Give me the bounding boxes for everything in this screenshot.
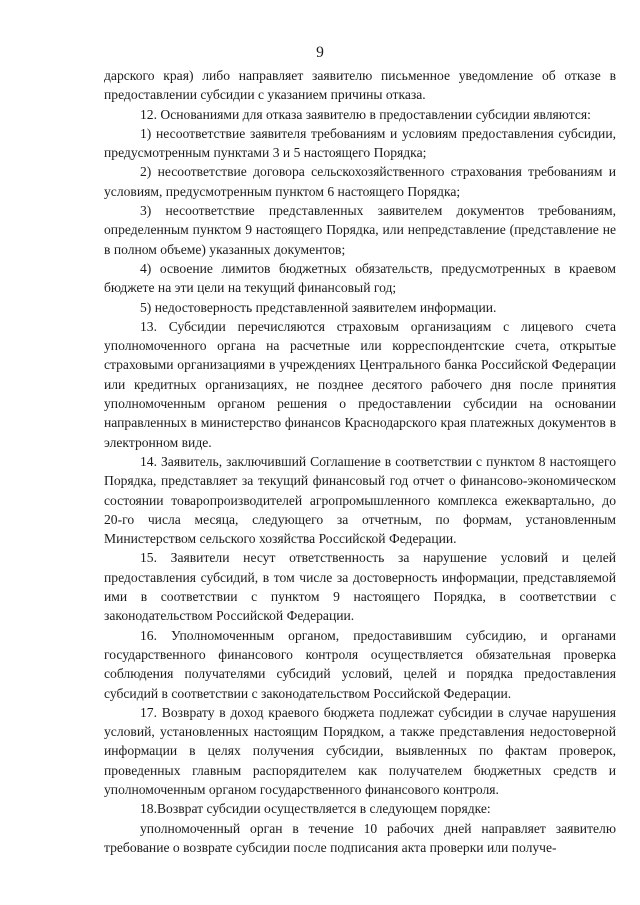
list-item-2: 2) несоответствие договора сельскохозяйственного страхования требованиям и условиям, предусмотренным пунктом 6 настоящего Порядка; [104, 164, 616, 199]
list-item-5: 5) недостоверность представленной заявителем информации. [140, 299, 497, 315]
list-item-4: 4) освоение лимитов бюджетных обязательств, предусмотренных в краевом бюджете на эти цели на текущий финансовый год; [104, 260, 616, 296]
paragraph-15: 15. Заявители несут ответственность за нарушение условий и целей предоставления субсидий, в том числе за достоверность информации, представляемой ими в соответствии с пунктом 9 настоящего Порядка, в соответствии с законодательством Российской Федерации. [104, 550, 616, 624]
document-body [104, 66, 616, 857]
page-number: 9 [316, 44, 324, 61]
paragraph-continuation: дарского края) либо направляет заявителю письменное уведомление об отказе в предоставлении субсидии с указанием причины отказа. [104, 68, 616, 103]
paragraph-16: 16. Уполномоченным органом, предоставившим субсидию, и органами государственного финансового контроля осуществляется обязательная проверка соблюдения получателями субсидий условий, целей и порядка предоставления субсидий в соответствии с законодательством Российской Федерации. [104, 627, 616, 701]
paragraph-13: 13. Субсидии перечисляются страховым организациям с лицевого счета уполномоченного органа на расчетные или корреспондентские счета, открытые страховыми организациями в учреждениях Центрального банка Российской Федерации или кредитных организациях, не позднее десятого рабочего дня после принятия уполномоченным органом решения о предоставлении субсидии на основании направленных в министерство финансов Краснодарского края платежных документов в электронном виде. [104, 318, 616, 450]
paragraph-18: 18.Возврат субсидии осуществляется в следующем порядке: [140, 801, 491, 817]
list-item-3: 3) несоответствие представленных заявителем документов требованиям, определенным пунктом 9 настоящего Порядка, или непредставление (представление не в полном объеме) указанных документов; [104, 203, 616, 257]
paragraph-12: 12. Основаниями для отказа заявителю в предоставлении субсидии являются: [140, 106, 591, 122]
paragraph-18-continuation: уполномоченный орган в течение 10 рабочих дней направляет заявителю требование о возврате субсидии после подписания акта проверки или получе- [104, 820, 616, 855]
paragraph-17: 17. Возврату в доход краевого бюджета подлежат субсидии в случае нарушения условий, установленных настоящим Порядком, а также представления недостоверной информации в целях получения субсидии, выявленных по фактам проверок, проведенных главным распорядителем как получателем бюджетных средств и уполномоченным органом государственного финансового контроля. [104, 704, 616, 797]
list-item-1: 1) несоответствие заявителя требованиям и условиям предоставления субсидии, предусмотренным пунктами 3 и 5 настоящего Порядка; [104, 125, 616, 161]
paragraph-14: 14. Заявитель, заключивший Соглашение в соответствии с пунктом 8 настоящего Порядка, представляет за текущий финансовый год отчет о финансово-экономическом состоянии товаропроизводителей агропромышленного комплекса ежеквартально, до 20-го числа месяца, следующего за отчетным, по формам, установленным Министерством сельского хозяйства Российской Федерации. [104, 453, 616, 547]
